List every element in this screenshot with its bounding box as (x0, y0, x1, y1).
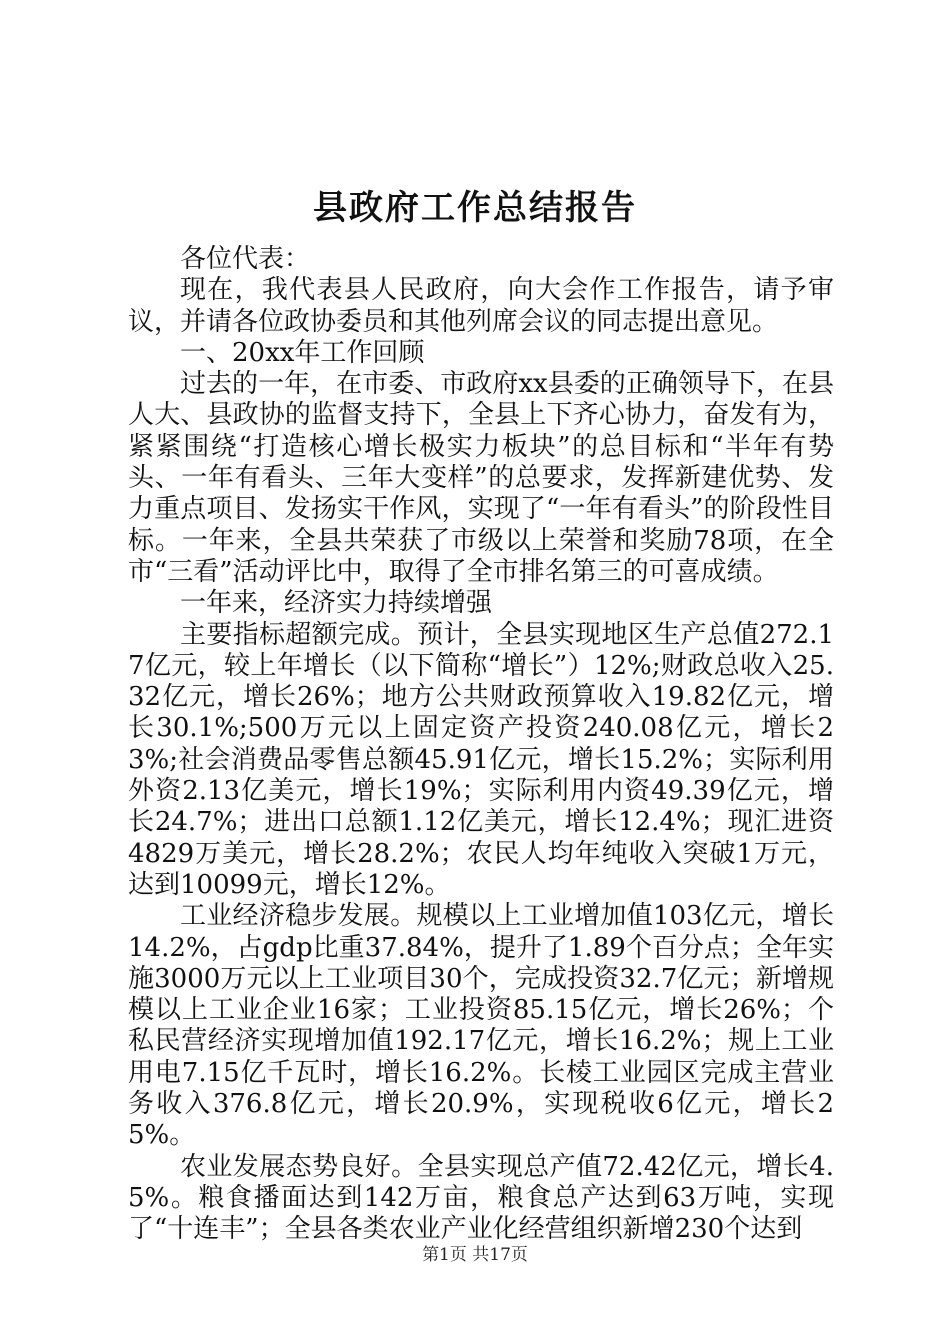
page-number: 第1页 共17页 (422, 1245, 528, 1265)
document-body (128, 244, 834, 1246)
page-footer (0, 1244, 950, 1266)
review-paragraph: 过去的一年，在市委、市政府xx县委的正确领导下，在县人大、县政协的监督支持下，全县上下齐心协力，奋发有为，紧紧围绕“打造核心增长极实力板块”的总目标和“半年有势头、一年有看头、三年大变样”的总要求，发挥新建优势、发力重点项目、发扬实干作风，实现了“一年有看头”的阶段性目标。一年来，全县共荣获了市级以上荣誉和奖励78项，在全市“三看”活动评比中，取得了全市排名第三的可喜成绩。 (128, 369, 834, 587)
document-title: 县政府工作总结报告 (313, 188, 637, 228)
agriculture-paragraph: 农业发展态势良好。全县实现总产值72.42亿元，增长4.5%。粮食播面达到142万亩，粮食总产达到63万吨，实现了“十连丰”；全县各类农业产业化经营组织新增230个达到 (128, 1151, 834, 1245)
intro-paragraph: 现在，我代表县人民政府，向大会作工作报告，请予审议，并请各位政协委员和其他列席会议的同志提出意见。 (128, 275, 834, 337)
indicators-paragraph: 主要指标超额完成。预计，全县实现地区生产总值272.17亿元，较上年增长（以下简称“增长”）12%;财政总收入25.32亿元，增长26%；地方公共财政预算收入19.82亿元，增长30.1%;500万元以上固定资产投资240.08亿元，增长23%;社会消费品零售总额45.91亿元，增长15.2%；实际利用外资2.13亿美元，增长19%；实际利用内资49.39亿元，增长24.7%；进出口总额1.12亿美元，增长12.4%；现汇进资4829万美元，增长28.2%；农民人均年纯收入突破1万元，达到10099元，增长12%。 (128, 619, 834, 900)
salutation-paragraph: 各位代表： (180, 244, 311, 274)
subsection-heading: 一年来，经济实力持续增强 (180, 588, 493, 619)
industry-paragraph: 工业经济稳步发展。规模以上工业增加值103亿元，增长14.2%，占gdp比重37.84%，提升了1.89个百分点；全年实施3000万元以上工业项目30个，完成投资32.7亿元；新增规模以上工业企业16家；工业投资85.15亿元，增长26%；个私民营经济实现增加值192.17亿元，增长16.2%；规上工业用电7.15亿千瓦时，增长16.2%。长棱工业园区完成主营业务收入376.8亿元，增长20.9%，实现税收6亿元，增长25%。 (128, 901, 834, 1151)
section-heading: 一、20xx年工作回顾 (180, 337, 425, 368)
